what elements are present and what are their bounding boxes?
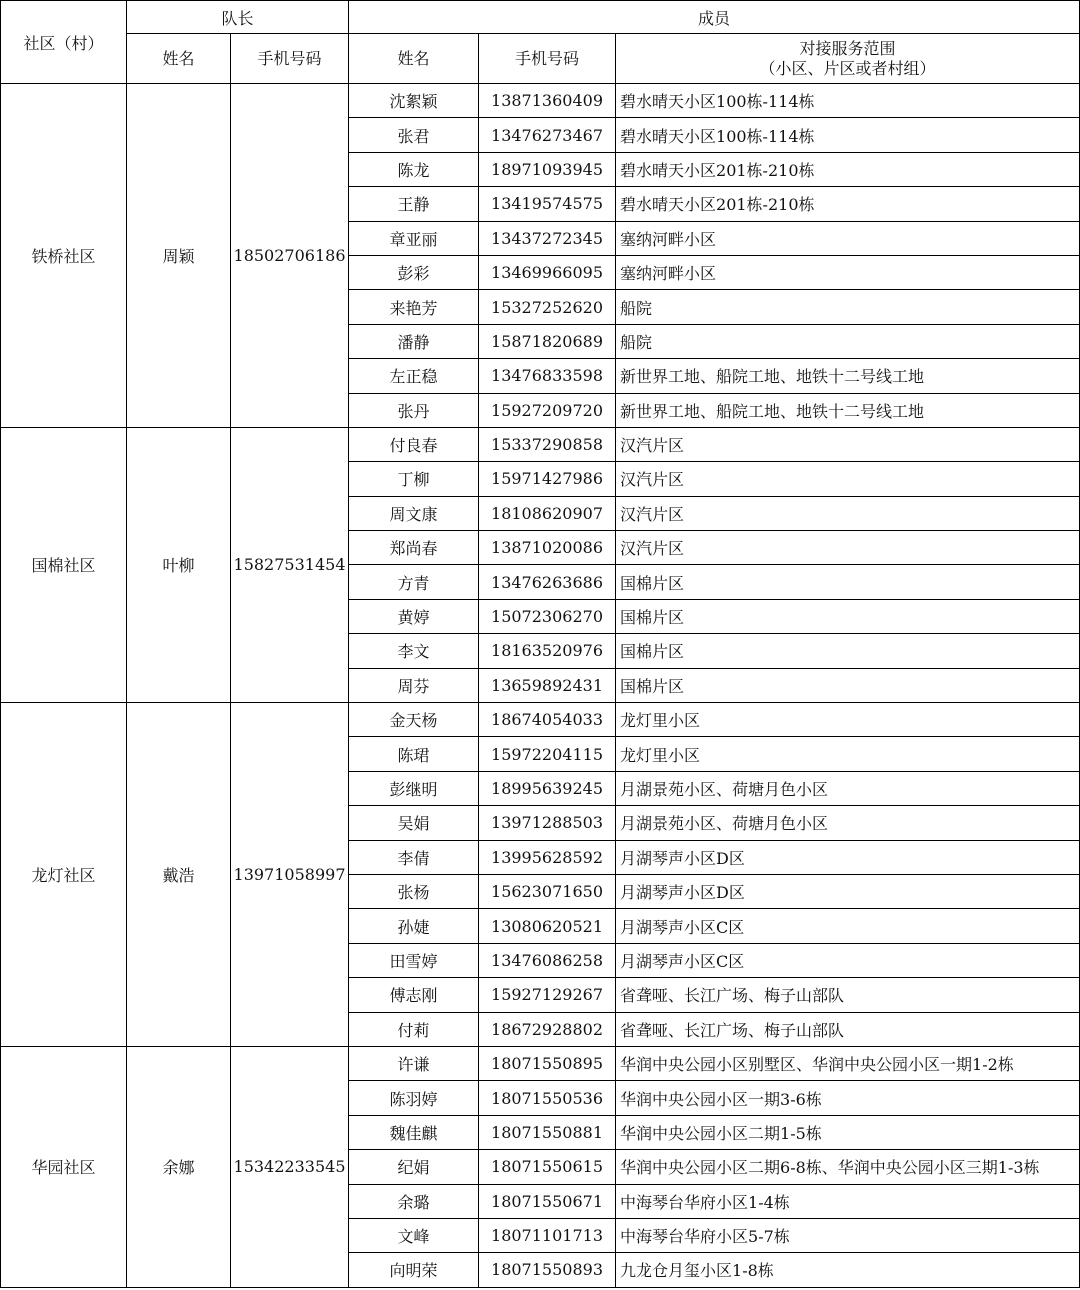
member-phone-cell: 18163520976 [479, 634, 616, 668]
member-name-cell: 黄婷 [349, 599, 479, 633]
member-phone-cell: 15971427986 [479, 462, 616, 496]
member-name-cell: 吴娟 [349, 806, 479, 840]
leader-phone-cell: 15827531454 [231, 427, 349, 702]
member-scope-cell: 船院 [616, 324, 1080, 358]
member-phone-cell: 15871820689 [479, 324, 616, 358]
member-name-cell: 方青 [349, 565, 479, 599]
member-phone-cell: 15972204115 [479, 737, 616, 771]
member-name-cell: 沈絮颖 [349, 84, 479, 118]
member-phone-cell: 13971288503 [479, 806, 616, 840]
member-phone-cell: 13995628592 [479, 840, 616, 874]
member-scope-cell: 月湖琴声小区D区 [616, 874, 1080, 908]
member-name-cell: 陈龙 [349, 152, 479, 186]
header-community: 社区（村） [1, 1, 127, 84]
leader-name-cell: 戴浩 [127, 703, 231, 1047]
member-scope-cell: 碧水晴天小区100栋-114栋 [616, 84, 1080, 118]
member-phone-cell: 18071550895 [479, 1046, 616, 1080]
header-leader-name: 姓名 [127, 34, 231, 84]
member-name-cell: 魏佳麒 [349, 1115, 479, 1149]
member-name-cell: 纪娟 [349, 1150, 479, 1184]
member-scope-cell: 月湖琴声小区D区 [616, 840, 1080, 874]
header-member-phone: 手机号码 [479, 34, 616, 84]
member-phone-cell: 13476086258 [479, 943, 616, 977]
member-scope-cell: 汉汽片区 [616, 496, 1080, 530]
member-phone-cell: 18071550893 [479, 1253, 616, 1287]
member-scope-cell: 国棉片区 [616, 565, 1080, 599]
member-name-cell: 周文康 [349, 496, 479, 530]
leader-phone-cell: 13971058997 [231, 703, 349, 1047]
member-phone-cell: 15623071650 [479, 874, 616, 908]
member-scope-cell: 月湖琴声小区C区 [616, 943, 1080, 977]
member-phone-cell: 15927209720 [479, 393, 616, 427]
member-name-cell: 来艳芳 [349, 290, 479, 324]
member-scope-cell: 华润中央公园小区二期1-5栋 [616, 1115, 1080, 1149]
member-phone-cell: 18971093945 [479, 152, 616, 186]
member-name-cell: 文峰 [349, 1218, 479, 1252]
member-name-cell: 李倩 [349, 840, 479, 874]
member-scope-cell: 塞纳河畔小区 [616, 255, 1080, 289]
member-name-cell: 王静 [349, 187, 479, 221]
member-scope-cell: 船院 [616, 290, 1080, 324]
member-name-cell: 余璐 [349, 1184, 479, 1218]
member-name-cell: 张丹 [349, 393, 479, 427]
header-scope-line1: 对接服务范围 [799, 38, 896, 58]
member-phone-cell: 13871360409 [479, 84, 616, 118]
member-scope-cell: 龙灯里小区 [616, 703, 1080, 737]
member-name-cell: 彭彩 [349, 255, 479, 289]
member-name-cell: 向明荣 [349, 1253, 479, 1287]
member-scope-cell: 汉汽片区 [616, 427, 1080, 461]
member-name-cell: 丁柳 [349, 462, 479, 496]
member-scope-cell: 汉汽片区 [616, 531, 1080, 565]
member-phone-cell: 15927129267 [479, 978, 616, 1012]
member-scope-cell: 华润中央公园小区一期3-6栋 [616, 1081, 1080, 1115]
member-phone-cell: 15337290858 [479, 427, 616, 461]
header-leader-group: 队长 [127, 1, 349, 34]
member-name-cell: 许谦 [349, 1046, 479, 1080]
member-phone-cell: 13476263686 [479, 565, 616, 599]
member-name-cell: 章亚丽 [349, 221, 479, 255]
member-phone-cell: 13469966095 [479, 255, 616, 289]
member-scope-cell: 省聋哑、长江广场、梅子山部队 [616, 1012, 1080, 1046]
member-phone-cell: 18672928802 [479, 1012, 616, 1046]
member-scope-cell: 月湖景苑小区、荷塘月色小区 [616, 771, 1080, 805]
header-leader-phone: 手机号码 [231, 34, 349, 84]
member-scope-cell: 碧水晴天小区100栋-114栋 [616, 118, 1080, 152]
community-cell: 龙灯社区 [1, 703, 127, 1047]
member-scope-cell: 中海琴台华府小区5-7栋 [616, 1218, 1080, 1252]
member-phone-cell: 18674054033 [479, 703, 616, 737]
member-phone-cell: 18995639245 [479, 771, 616, 805]
member-phone-cell: 15072306270 [479, 599, 616, 633]
community-cell: 铁桥社区 [1, 84, 127, 428]
member-name-cell: 陈羽婷 [349, 1081, 479, 1115]
member-name-cell: 付莉 [349, 1012, 479, 1046]
member-scope-cell: 国棉片区 [616, 599, 1080, 633]
member-name-cell: 潘静 [349, 324, 479, 358]
member-phone-cell: 18108620907 [479, 496, 616, 530]
member-scope-cell: 华润中央公园小区二期6-8栋、华润中央公园小区三期1-3栋 [616, 1150, 1080, 1184]
community-cell: 华园社区 [1, 1046, 127, 1287]
member-phone-cell: 13080620521 [479, 909, 616, 943]
member-scope-cell: 塞纳河畔小区 [616, 221, 1080, 255]
header-scope [616, 34, 1080, 84]
member-name-cell: 彭继明 [349, 771, 479, 805]
member-phone-cell: 18071550615 [479, 1150, 616, 1184]
leader-name-cell: 周颖 [127, 84, 231, 428]
leader-name-cell: 叶柳 [127, 427, 231, 702]
table-row [1, 427, 1080, 461]
member-name-cell: 李文 [349, 634, 479, 668]
member-phone-cell: 13659892431 [479, 668, 616, 702]
member-phone-cell: 13419574575 [479, 187, 616, 221]
member-scope-cell: 新世界工地、船院工地、地铁十二号线工地 [616, 359, 1080, 393]
member-name-cell: 孙婕 [349, 909, 479, 943]
table-row [1, 1046, 1080, 1080]
table-row [1, 84, 1080, 118]
leader-phone-cell: 18502706186 [231, 84, 349, 428]
table-row [1, 703, 1080, 737]
leader-name-cell: 余娜 [127, 1046, 231, 1287]
member-scope-cell: 月湖琴声小区C区 [616, 909, 1080, 943]
leader-phone-cell: 15342233545 [231, 1046, 349, 1287]
member-name-cell: 傅志刚 [349, 978, 479, 1012]
member-name-cell: 左正稳 [349, 359, 479, 393]
member-name-cell: 郑尚春 [349, 531, 479, 565]
header-scope-line2: （小区、片区或者村组） [759, 58, 936, 78]
member-phone-cell: 18071550536 [479, 1081, 616, 1115]
member-phone-cell: 18071550671 [479, 1184, 616, 1218]
member-scope-cell: 国棉片区 [616, 668, 1080, 702]
member-name-cell: 张杨 [349, 874, 479, 908]
member-phone-cell: 18071550881 [479, 1115, 616, 1149]
member-scope-cell: 国棉片区 [616, 634, 1080, 668]
member-name-cell: 周芬 [349, 668, 479, 702]
member-scope-cell: 碧水晴天小区201栋-210栋 [616, 152, 1080, 186]
member-phone-cell: 13437272345 [479, 221, 616, 255]
member-scope-cell: 中海琴台华府小区1-4栋 [616, 1184, 1080, 1218]
member-phone-cell: 13476273467 [479, 118, 616, 152]
member-scope-cell: 碧水晴天小区201栋-210栋 [616, 187, 1080, 221]
member-name-cell: 张君 [349, 118, 479, 152]
member-scope-cell: 省聋哑、长江广场、梅子山部队 [616, 978, 1080, 1012]
member-phone-cell: 18071101713 [479, 1218, 616, 1252]
member-scope-cell: 月湖景苑小区、荷塘月色小区 [616, 806, 1080, 840]
member-scope-cell: 汉汽片区 [616, 462, 1080, 496]
member-scope-cell: 九龙仓月玺小区1-8栋 [616, 1253, 1080, 1287]
member-phone-cell: 15327252620 [479, 290, 616, 324]
header-member-name: 姓名 [349, 34, 479, 84]
table-body [1, 84, 1080, 1288]
member-scope-cell: 新世界工地、船院工地、地铁十二号线工地 [616, 393, 1080, 427]
member-name-cell: 金天杨 [349, 703, 479, 737]
member-name-cell: 付良春 [349, 427, 479, 461]
member-scope-cell: 华润中央公园小区别墅区、华润中央公园小区一期1-2栋 [616, 1046, 1080, 1080]
community-cell: 国棉社区 [1, 427, 127, 702]
member-scope-cell: 龙灯里小区 [616, 737, 1080, 771]
member-name-cell: 田雪婷 [349, 943, 479, 977]
member-name-cell: 陈珺 [349, 737, 479, 771]
member-phone-cell: 13871020086 [479, 531, 616, 565]
member-phone-cell: 13476833598 [479, 359, 616, 393]
header-member-group: 成员 [349, 1, 1080, 34]
